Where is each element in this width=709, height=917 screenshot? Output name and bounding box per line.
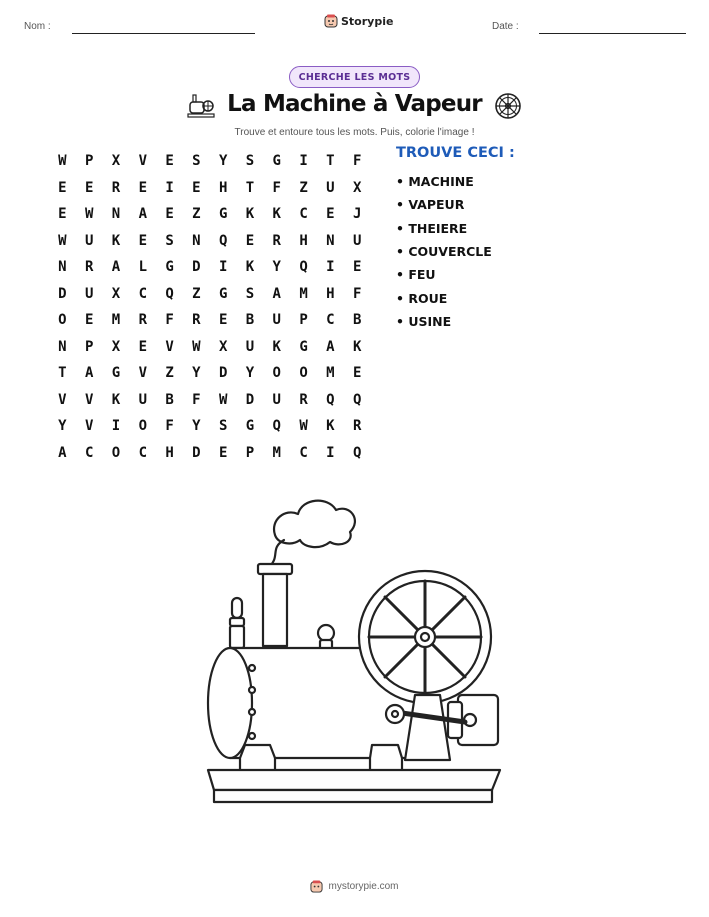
grid-row	[49, 201, 371, 228]
grid-row	[49, 387, 371, 414]
grid-letter: K	[352, 338, 362, 355]
grid-letter: J	[352, 206, 362, 223]
steam-cloud	[274, 501, 355, 547]
grid-letter: K	[272, 206, 281, 223]
brand	[324, 14, 393, 28]
grid-letter: A	[326, 338, 335, 355]
storypie-footer-logo-icon	[310, 880, 323, 893]
grid-letter: E	[138, 338, 147, 355]
grid-letter: A	[84, 365, 94, 382]
wheel-icon	[494, 92, 522, 120]
word-item: • USINE	[396, 313, 452, 329]
word-item: • THEIERE	[396, 220, 468, 236]
grid-letter: I	[299, 153, 308, 170]
grid-letter: T	[245, 179, 255, 196]
grid-letter: E	[352, 259, 362, 276]
grid-letter: A	[58, 444, 67, 461]
storypie-logo-icon	[324, 14, 338, 28]
grid-letter: R	[299, 391, 308, 408]
grid-letter: E	[138, 179, 147, 196]
brand-name: Storypie	[341, 14, 394, 28]
grid-letter: V	[58, 391, 67, 408]
grid-letter: P	[245, 444, 255, 461]
grid-letter: E	[245, 232, 255, 249]
grid-letter: N	[111, 206, 121, 223]
grid-letter: S	[192, 153, 201, 170]
grid-letter: Y	[272, 259, 281, 276]
grid-letter: E	[165, 153, 174, 170]
grid-letter: E	[165, 206, 174, 223]
word-item: • MACHINE	[396, 174, 474, 190]
grid-letter: D	[245, 391, 255, 408]
grid-letter: E	[84, 312, 94, 329]
grid-letter: W	[218, 391, 228, 408]
grid-row	[49, 307, 371, 334]
grid-letter: Q	[352, 391, 362, 408]
grid-letter: Y	[192, 365, 201, 382]
grid-letter: D	[192, 444, 201, 461]
grid-letter: R	[84, 259, 94, 276]
grid-letter: I	[326, 444, 335, 461]
base-platform	[208, 770, 500, 790]
instructions: Trouve et entoure tous les mots. Puis, colorie l'image !	[234, 127, 475, 138]
grid-letter: R	[272, 232, 281, 249]
grid-letter: E	[326, 206, 335, 223]
grid-letter: O	[138, 418, 147, 435]
grid-letter: I	[165, 179, 174, 196]
grid-letter: P	[84, 338, 94, 355]
grid-letter: X	[352, 179, 362, 196]
footer-url: mystorypie.com	[328, 881, 399, 892]
grid-letter: Q	[352, 444, 362, 461]
grid-letter: M	[299, 285, 308, 302]
word-item: • FEU	[396, 267, 436, 283]
grid-letter: K	[111, 391, 121, 408]
grid-letter: X	[218, 338, 228, 355]
grid-letter: N	[192, 232, 201, 249]
grid-letter: Z	[192, 285, 201, 302]
grid-letter: I	[326, 259, 335, 276]
grid-letter: V	[138, 365, 147, 382]
grid-letter: F	[272, 179, 281, 196]
grid-row	[49, 175, 371, 202]
grid-letter: M	[111, 312, 121, 329]
grid-letter: E	[138, 232, 147, 249]
grid-letter: M	[326, 365, 335, 382]
grid-letter: U	[326, 179, 335, 196]
grid-letter: B	[165, 391, 174, 408]
grid-letter: E	[218, 312, 228, 329]
grid-letter: F	[352, 285, 362, 302]
grid-letter: G	[218, 285, 228, 302]
grid-letter: U	[84, 232, 94, 249]
grid-letter: O	[272, 365, 281, 382]
grid-letter: K	[272, 338, 281, 355]
grid-letter: W	[58, 153, 67, 170]
grid-letter: K	[326, 418, 335, 435]
page-title: La Machine à Vapeur	[227, 91, 482, 117]
grid-letter: X	[111, 285, 121, 302]
steam-engine-illustration	[200, 490, 510, 810]
grid-row	[49, 254, 371, 281]
grid-letter: O	[58, 312, 67, 329]
grid-letter: K	[111, 232, 121, 249]
name-label: Nom :	[24, 21, 51, 32]
grid-letter: Q	[165, 285, 174, 302]
grid-letter: F	[165, 312, 174, 329]
grid-letter: U	[272, 391, 281, 408]
grid-row	[49, 334, 371, 361]
grid-letter: N	[58, 338, 67, 355]
grid-letter: Q	[218, 232, 228, 249]
grid-row	[49, 360, 371, 387]
date-line	[539, 33, 686, 34]
grid-letter: U	[272, 312, 281, 329]
grid-letter: P	[299, 312, 308, 329]
grid-letter: E	[352, 365, 362, 382]
grid-letter: V	[165, 338, 174, 355]
grid-letter: T	[58, 365, 67, 382]
grid-letter: V	[138, 153, 147, 170]
grid-letter: S	[218, 418, 228, 435]
grid-letter: E	[84, 179, 94, 196]
grid-letter: S	[245, 285, 255, 302]
grid-letter: Y	[218, 153, 228, 170]
grid-letter: X	[111, 338, 121, 355]
grid-letter: U	[84, 285, 94, 302]
grid-letter: U	[138, 391, 147, 408]
grid-row	[49, 440, 371, 467]
grid-letter: E	[192, 179, 201, 196]
grid-row	[49, 413, 371, 440]
grid-letter: I	[111, 418, 121, 435]
grid-letter: D	[218, 365, 228, 382]
grid-letter: C	[299, 206, 308, 223]
grid-letter: Q	[272, 418, 281, 435]
grid-letter: Z	[165, 365, 174, 382]
grid-letter: A	[111, 259, 121, 276]
grid-letter: R	[192, 312, 201, 329]
grid-letter: V	[84, 391, 94, 408]
word-list	[396, 170, 492, 333]
grid-letter: C	[326, 312, 335, 329]
grid-letter: L	[138, 259, 147, 276]
chimney-cap	[258, 564, 292, 574]
word-item: • ROUE	[396, 290, 448, 306]
grid-letter: O	[111, 444, 121, 461]
grid-letter: C	[138, 285, 147, 302]
grid-letter: W	[84, 206, 94, 223]
grid-row	[49, 228, 371, 255]
grid-letter: A	[272, 285, 281, 302]
grid-letter: D	[192, 259, 201, 276]
grid-letter: D	[58, 285, 67, 302]
grid-letter: B	[245, 312, 255, 329]
grid-letter: P	[84, 153, 94, 170]
grid-letter: W	[192, 338, 201, 355]
grid-letter: K	[245, 259, 255, 276]
grid-letter: Y	[58, 418, 67, 435]
grid-letter: Z	[192, 206, 201, 223]
grid-letter: B	[352, 312, 362, 329]
grid-row	[49, 281, 371, 308]
grid-letter: T	[326, 153, 335, 170]
word-item: • VAPEUR	[396, 197, 465, 213]
grid-letter: R	[352, 418, 362, 435]
grid-letter: U	[245, 338, 255, 355]
grid-letter: G	[272, 153, 281, 170]
grid-letter: F	[192, 391, 201, 408]
grid-letter: Q	[299, 259, 308, 276]
grid-letter: Q	[326, 391, 335, 408]
grid-letter: E	[58, 179, 67, 196]
grid-letter: V	[84, 418, 94, 435]
grid-letter: Y	[245, 365, 255, 382]
activity-badge: CHERCHE LES MOTS	[289, 66, 420, 88]
grid-letter: S	[245, 153, 255, 170]
grid-letter: A	[138, 206, 147, 223]
grid-letter: W	[58, 232, 67, 249]
chimney	[263, 574, 287, 646]
grid-letter: W	[299, 418, 308, 435]
grid-letter: C	[84, 444, 94, 461]
date-label: Date :	[492, 21, 519, 32]
grid-letter: N	[58, 259, 67, 276]
grid-letter: U	[352, 232, 362, 249]
grid-letter: Y	[192, 418, 201, 435]
grid-letter: I	[218, 259, 228, 276]
grid-letter: F	[352, 153, 362, 170]
grid-letter: G	[218, 206, 228, 223]
grid-letter: G	[245, 418, 255, 435]
grid-letter: R	[111, 179, 121, 196]
grid-letter: F	[165, 418, 174, 435]
grid-letter: M	[272, 444, 281, 461]
grid-letter: G	[111, 365, 121, 382]
footer	[0, 880, 709, 893]
grid-letter: G	[165, 259, 174, 276]
grid-letter: H	[218, 179, 228, 196]
boiler-end	[208, 648, 252, 758]
word-list-title: TROUVE CECI :	[396, 145, 515, 161]
grid-letter: K	[245, 206, 255, 223]
grid-row	[49, 148, 371, 175]
word-item: • COUVERCLE	[396, 244, 492, 260]
grid-letter: R	[138, 312, 147, 329]
grid-letter: C	[299, 444, 308, 461]
word-search-grid	[49, 148, 371, 466]
grid-letter: E	[58, 206, 67, 223]
grid-letter: H	[299, 232, 308, 249]
name-line	[72, 33, 255, 34]
grid-letter: X	[111, 153, 121, 170]
grid-letter: O	[299, 365, 308, 382]
grid-letter: C	[138, 444, 147, 461]
grid-letter: Z	[299, 179, 308, 196]
grid-letter: H	[165, 444, 174, 461]
grid-letter: G	[299, 338, 308, 355]
grid-letter: N	[326, 232, 335, 249]
grid-letter: S	[165, 232, 174, 249]
grid-letter: E	[218, 444, 228, 461]
grid-letter: H	[326, 285, 335, 302]
